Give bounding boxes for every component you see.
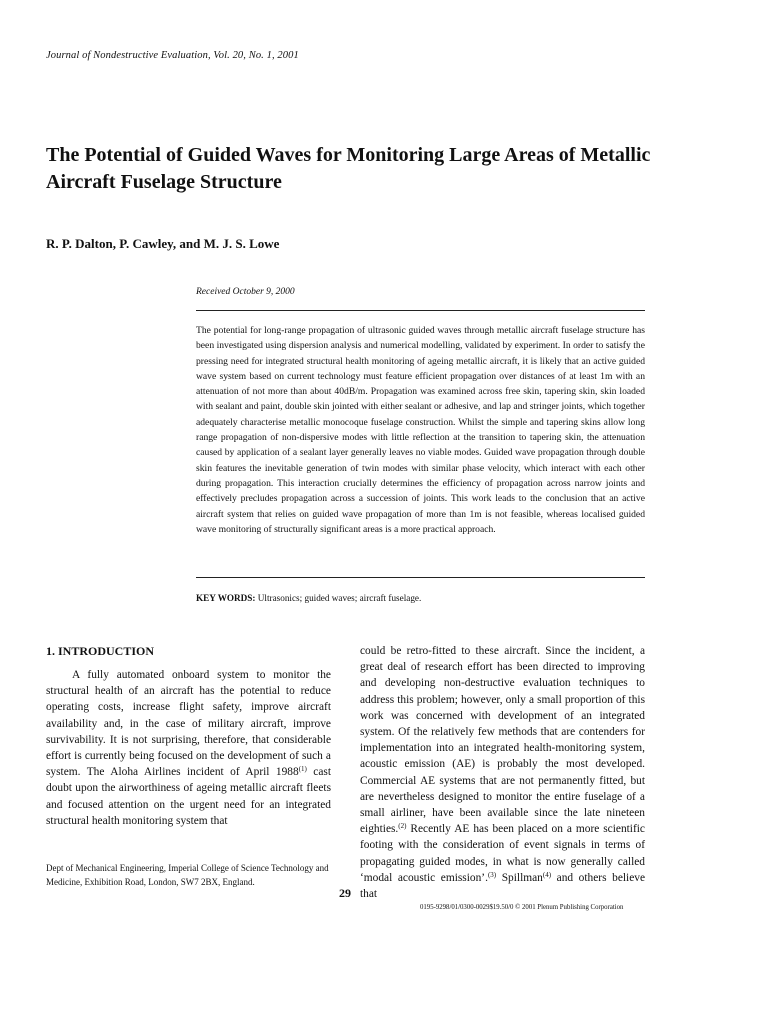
abstract-top-rule [196, 310, 645, 311]
journal-citation: Journal of Nondestructive Evaluation, Vol. 20, No. 1, 2001 [46, 50, 299, 61]
body-column-right [360, 643, 645, 902]
keywords-label: KEY WORDS: [196, 593, 256, 603]
body-column-left [46, 667, 331, 829]
page-number: 29 [339, 886, 351, 900]
abstract-bottom-rule [196, 577, 645, 578]
reference-marker: (3) [487, 870, 497, 879]
keywords [196, 593, 421, 603]
section-heading-introduction: 1. INTRODUCTION [46, 644, 155, 658]
body-text: A fully automated onboard system to monitor the structural health of an aircraft has the potential to reduce operating costs, increase flight safety, improve aircraft availability and, in the case of military aircraft, improve survivability. It is not surprising, therefore, that considerable effort is currently being focused on the development of such a system. The Aloha Airlines incident of April 1988 [46, 669, 331, 779]
author-list: R. P. Dalton, P. Cawley, and M. J. S. Lowe [46, 236, 280, 251]
body-text: Spillman [496, 871, 543, 884]
reference-marker: (2) [398, 822, 407, 831]
abstract: The potential for long-range propagation of ultrasonic guided waves through metallic aircraft fuselage structure has been investigated using dispersion analysis and numerical modelling, validated by experiment. In order to satisfy the pressing need for integrated structural health monitoring of ageing metallic aircraft, it is likely that an active guided wave system based on current technology must feature efficient propagation over distances of at least 1m with an attenuation of not more than about 40dB/m. Propagation was examined across free skin, tapering skin, skin loaded with sealant and paint, double skin jointed with either sealant or adhesive, and lap and stringer joints, which together adequately characterise metallic monocoque fuselage construction. Whilst the simple and tapering skins allow long range propagation of non-dispersive modes with little reflection at the transition to tapering skin, the attenuation caused by application of a sealant layer generally leaves no viable modes. Guided wave propagation through double skin features the inevitable generation of twin modes with similar phase velocity, which interact with each other during propagation. This interaction crucially determines the efficiency of propagation across narrow joints and effectively precludes propagation across a succession of joints. This work leads to the conclusion that an active aircraft system that relies on guided wave propagation of more than 1m is not feasible, whereas localised guided wave monitoring of structurally significant areas is a more practical approach. [196, 325, 645, 535]
body-text: could be retro-fitted to these aircraft. Since the incident, a great deal of research effort has been directed to improving and developing non-destructive evaluation techniques to address this problem; however, only a small proportion of this work was concerned with development of an integrated system. Of the relatively few methods that are contenders for implementation into an integrated health-monitoring system, acoustic emission (AE) is probably the most developed. Commercial AE systems that are not permanently fitted, but are nevertheless designed to monitor the entire fuselage of a small airliner, have been available since the late nineteen eighties. [360, 645, 645, 836]
reference-marker: (1) [298, 765, 307, 774]
author-affiliation: Dept of Mechanical Engineering, Imperial College of Science Technology and Medicine, Exhibition Road, London, SW7 2BX, England. [46, 863, 329, 887]
keywords-list: Ultrasonics; guided waves; aircraft fuselage. [257, 593, 422, 603]
reference-marker: (4) [542, 870, 552, 879]
received-date: Received October 9, 2000 [196, 287, 295, 297]
body-text: Recently AE has been placed on a more scientific footing with the consideration of event signals in terms of propagating guided modes, in what is now generally called ‘modal acoustic emission’. [360, 823, 645, 884]
paper-title: The Potential of Guided Waves for Monitoring Large Areas of Metallic Aircraft Fuselage Structure [46, 144, 651, 193]
body-text: and others believe that [360, 871, 646, 901]
body-text: cast doubt upon the airworthiness of ageing metallic aircraft fleets and focused attention on the urgent need for an integrated structural health monitoring system that [46, 766, 332, 827]
copyright-line: 0195-9298/01/0300-0029$19.50/0 © 2001 Plenum Publishing Corporation [420, 904, 624, 911]
